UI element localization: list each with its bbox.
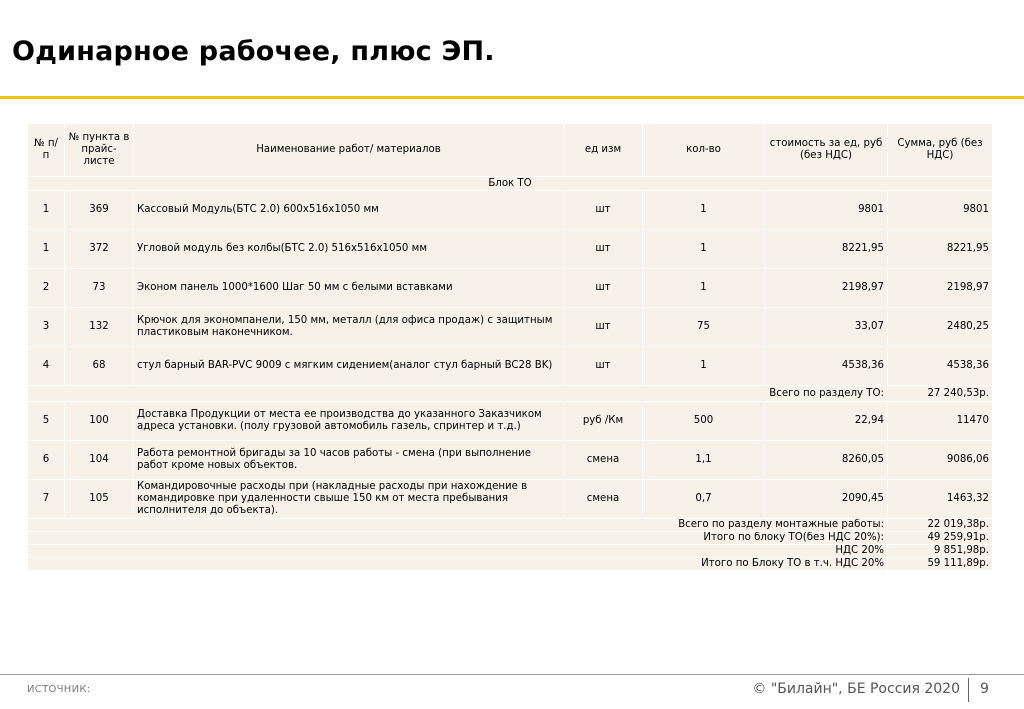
cell-price-item: 105	[65, 480, 134, 519]
col-header-qty: кол-во	[643, 124, 765, 177]
title-divider	[0, 96, 1024, 99]
table-row	[28, 441, 993, 480]
cell-name: Крючок для экономпанели, 150 мм, металл (для офиса продаж) с защитным пластиковым наконечником.	[134, 308, 564, 347]
cell-unit-cost: 2198,97	[765, 269, 888, 308]
subtotal-row	[28, 386, 993, 402]
table-row	[28, 230, 993, 269]
cell-qty: 1	[643, 230, 765, 269]
footer-divider	[0, 674, 1024, 675]
col-header-unit-cost: стоимость за ед, руб (без НДС)	[765, 124, 888, 177]
cell-price-item: 372	[65, 230, 134, 269]
total-row	[28, 532, 993, 545]
cell-qty: 1	[643, 191, 765, 230]
cell-sum: 8221,95	[888, 230, 993, 269]
total-label: Итого по блоку ТО(без НДС 20%):	[28, 532, 888, 545]
cell-sum: 2480,25	[888, 308, 993, 347]
cell-unit: смена	[564, 441, 643, 480]
table-row	[28, 308, 993, 347]
cell-num: 1	[28, 191, 65, 230]
cell-name: Эконом панель 1000*1600 Шаг 50 мм с белыми вставками	[134, 269, 564, 308]
cell-num: 3	[28, 308, 65, 347]
total-label: НДС 20%	[28, 545, 888, 558]
cell-unit: шт	[564, 269, 643, 308]
cell-sum: 1463,32	[888, 480, 993, 519]
cell-unit-cost: 8221,95	[765, 230, 888, 269]
cell-price-item: 369	[65, 191, 134, 230]
cell-name: Доставка Продукции от места ее производства до указанного Заказчиком адреса установки. (полу грузовой автомобиль газель, спринтер и т.д.)	[134, 402, 564, 441]
cell-unit: руб /Км	[564, 402, 643, 441]
cell-unit: шт	[564, 308, 643, 347]
cell-num: 1	[28, 230, 65, 269]
table-row	[28, 480, 993, 519]
cell-unit-cost: 33,07	[765, 308, 888, 347]
subtotal-to-value: 27 240,53р.	[888, 386, 993, 402]
cell-qty: 1	[643, 269, 765, 308]
cell-name: Работа ремонтной бригады за 10 часов работы - смена (при выполнение работ кроме новых объектов.	[134, 441, 564, 480]
cell-unit: шт	[564, 230, 643, 269]
page-title: Одинарное рабочее, плюс ЭП.	[12, 36, 495, 67]
cell-num: 7	[28, 480, 65, 519]
cell-price-item: 100	[65, 402, 134, 441]
cell-name: стул барный BAR-PVC 9009 с мягким сидением(аналог стул барный BC28 BK)	[134, 347, 564, 386]
cell-sum: 11470	[888, 402, 993, 441]
cell-qty: 500	[643, 402, 765, 441]
cell-num: 6	[28, 441, 65, 480]
cell-qty: 1	[643, 347, 765, 386]
cell-qty: 1,1	[643, 441, 765, 480]
source-label: ИСТОЧНИК:	[27, 684, 91, 695]
table-row	[28, 347, 993, 386]
cell-unit-cost: 4538,36	[765, 347, 888, 386]
table-row	[28, 191, 993, 230]
cell-price-item: 73	[65, 269, 134, 308]
col-header-num: № п/п	[28, 124, 65, 177]
total-row	[28, 545, 993, 558]
cell-qty: 75	[643, 308, 765, 347]
cell-price-item: 104	[65, 441, 134, 480]
total-label: Всего по разделу монтажные работы:	[28, 519, 888, 532]
total-row	[28, 519, 993, 532]
cell-name: Кассовый Модуль(БТС 2.0) 600х516х1050 мм	[134, 191, 564, 230]
total-row	[28, 558, 993, 571]
cell-unit-cost: 22,94	[765, 402, 888, 441]
total-value: 9 851,98р.	[888, 545, 993, 558]
cell-unit-cost: 2090,45	[765, 480, 888, 519]
total-label: Итого по Блоку ТО в т.ч. НДС 20%	[28, 558, 888, 571]
col-header-name: Наименование работ/ материалов	[134, 124, 564, 177]
col-header-sum: Сумма, руб (без НДС)	[888, 124, 993, 177]
total-value: 49 259,91р.	[888, 532, 993, 545]
table-row	[28, 402, 993, 441]
cell-price-item: 68	[65, 347, 134, 386]
cell-sum: 9086,06	[888, 441, 993, 480]
cell-num: 2	[28, 269, 65, 308]
footer-vertical-divider	[968, 678, 969, 702]
estimate-table	[27, 123, 992, 571]
cell-num: 5	[28, 402, 65, 441]
cell-name: Угловой модуль без колбы(БТС 2.0) 516х516х1050 мм	[134, 230, 564, 269]
cell-unit-cost: 8260,05	[765, 441, 888, 480]
table-row	[28, 269, 993, 308]
cell-unit-cost: 9801	[765, 191, 888, 230]
col-header-price-item: № пункта в прайс-листе	[65, 124, 134, 177]
total-value: 22 019,38р.	[888, 519, 993, 532]
block-title-row	[28, 177, 993, 191]
total-value: 59 111,89р.	[888, 558, 993, 571]
block-title: Блок ТО	[28, 177, 993, 191]
copyright: © "Билайн", БЕ Россия 2020	[752, 681, 960, 697]
subtotal-to-label: Всего по разделу ТО:	[28, 386, 888, 402]
page-number: 9	[980, 681, 989, 697]
cell-unit: шт	[564, 347, 643, 386]
cell-sum: 9801	[888, 191, 993, 230]
cell-sum: 4538,36	[888, 347, 993, 386]
cell-price-item: 132	[65, 308, 134, 347]
cell-name: Командировочные расходы при (накладные расходы при нахождение в командировке при удаленности свыше 150 км от места пребывания исполнителя до объекта).	[134, 480, 564, 519]
cell-num: 4	[28, 347, 65, 386]
col-header-unit: ед изм	[564, 124, 643, 177]
cell-unit: смена	[564, 480, 643, 519]
table-header-row	[28, 124, 993, 177]
cell-sum: 2198,97	[888, 269, 993, 308]
cell-unit: шт	[564, 191, 643, 230]
cell-qty: 0,7	[643, 480, 765, 519]
